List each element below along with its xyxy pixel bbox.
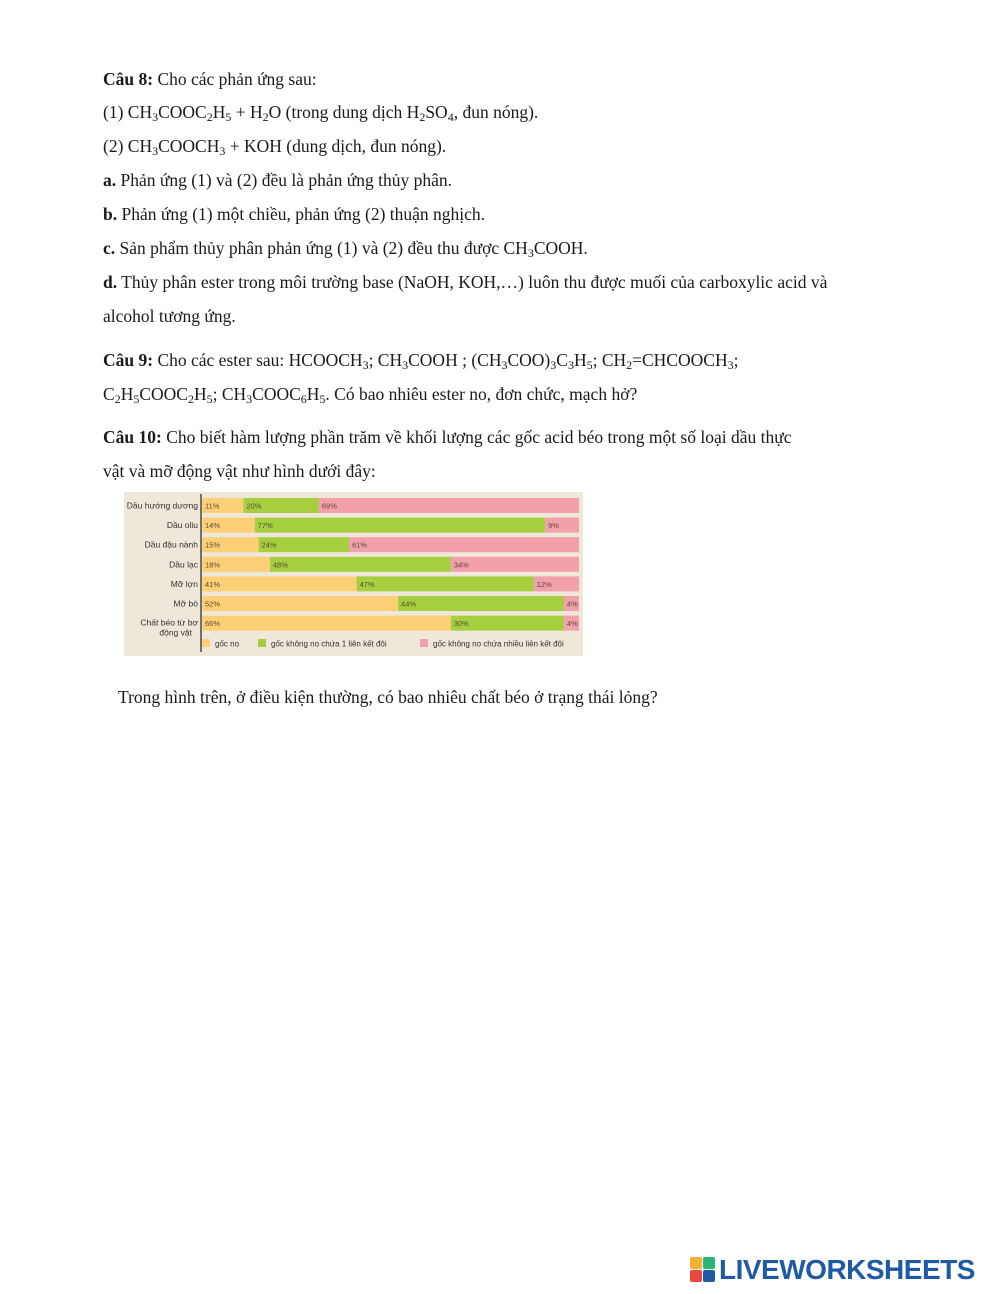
q8-statement-c [103,237,588,259]
logo-square-2 [703,1257,715,1269]
data-label-3-1: 48% [272,560,288,570]
category-label-3: Dầu lạc [169,559,198,570]
legend-label-1: gốc không no chứa 1 liên kết đôi [271,639,387,649]
q9-l2-f: COOC [252,384,301,404]
q9-l1-s6: 5 [586,358,593,372]
q8-b-text: Phản ứng (1) một chiều, phản ứng (2) thuận nghịch. [117,204,486,224]
q9-l1-e: C [556,350,568,370]
bar-3-2 [451,557,579,572]
r1-a: (1) CH [103,102,153,122]
r1-s5: 2 [419,110,426,124]
q9-l1-c: COOH ; (CH [408,350,502,370]
q9-l2-s5: 3 [246,392,253,406]
q8-d-label: d. [103,272,118,292]
q8-a-label: a. [103,170,117,190]
category-label-4: Mỡ lợn [170,578,198,589]
bar-5-0 [202,596,398,611]
data-label-1-0: 14% [205,521,221,531]
q9-l2-g: H [306,384,320,404]
liveworksheets-logo [690,1254,975,1286]
q9-l1-s7: 2 [626,358,633,372]
q10-question: Trong hình trên, ở điều kiện thường, có bao nhiêu chất béo ở trạng thái lỏng? [118,687,658,707]
q8-a-text: Phản ứng (1) và (2) đều là phản ứng thủy phân. [116,170,452,190]
q8-statement-b [103,203,485,225]
data-label-5-2: 4% [566,599,578,609]
category-label-0: Dầu hướng dương [126,500,198,511]
bar-6-0 [202,616,451,631]
q9-l1-b: ; CH [368,350,403,370]
category-label-2: Dầu đậu nành [144,539,198,550]
r1-s4: 2 [262,110,269,124]
chart-svg [124,492,583,656]
q9-line-1 [103,349,738,371]
q9-l2-b: H [120,384,134,404]
q9-line-2 [103,383,637,405]
q8-d-text: Thủy phân ester trong môi trường base (NaOH, KOH,…) luôn thu được muối của carboxylic acid và [117,272,828,292]
data-label-4-2: 12% [536,579,552,589]
q9-l2-s1: 2 [114,392,121,406]
q8-statement-a [103,169,452,191]
q8-c-label: c. [103,238,116,258]
r1-c: H [212,102,226,122]
data-label-0-1: 20% [246,501,262,511]
data-label-6-2: 4% [566,619,578,629]
q9-l2-s6: 6 [300,392,307,406]
data-label-2-1: 24% [261,540,277,550]
q8-c-sub: 3 [527,246,534,260]
q9-l2-s2: 5 [133,392,140,406]
bar-4-0 [202,576,357,591]
r1-e: O (trong dung dịch H [268,102,420,122]
data-label-0-2: 69% [321,501,337,511]
r2-s2: 3 [219,144,226,158]
q8-reaction-1 [103,101,538,123]
data-label-3-2: 34% [453,560,469,570]
q9-l2-e: ; CH [212,384,247,404]
legend-swatch-2 [420,639,428,647]
legend-label-2: gốc không no chứa nhiều liên kết đôi [433,639,564,649]
logo-square-4 [703,1270,715,1282]
legend-swatch-1 [258,639,266,647]
r2-s1: 3 [152,144,159,158]
data-label-4-0: 41% [205,579,221,589]
bar-2-2 [349,537,579,552]
r1-b: COOC [158,102,207,122]
q8-title [103,68,317,90]
r1-s2: 2 [206,110,213,124]
logo-mark-icon [690,1257,716,1283]
r2-b: COOCH [158,136,220,156]
data-label-5-1: 44% [401,599,417,609]
q8-reaction-2 [103,135,446,157]
q9-l2-a: C [103,384,115,404]
q8-label: Câu 8: [103,69,154,89]
data-label-6-1: 30% [453,619,469,629]
data-label-0-0: 11% [205,501,220,511]
bar-3-1 [270,557,451,572]
logo-square-1 [690,1257,702,1269]
logo-text: LIVEWORKSHEETS [719,1254,975,1285]
data-label-1-1: 77% [257,521,273,531]
q10-line-2: vật và mỡ động vật như hình dưới đây: [103,461,376,481]
q9-l1-s1: 3 [362,358,369,372]
q9-l2-h: . Có bao nhiêu ester no, đơn chức, mạch hở? [325,384,638,404]
q9-l2-c: COOC [139,384,188,404]
q9-l2-s7: 5 [319,392,326,406]
r1-s3: 5 [225,110,232,124]
data-label-2-0: 15% [205,540,221,550]
r1-s1: 3 [152,110,159,124]
r2-c: + KOH (dung dịch, đun nóng). [225,136,447,156]
bar-4-1 [357,576,534,591]
q9-l1-s2: 3 [402,358,409,372]
logo-square-3 [690,1270,702,1282]
q9-l1-s5: 3 [567,358,574,372]
category-label-6-b: động vật [159,627,192,638]
q9-label: Câu 9: [103,350,154,370]
category-label-6: Chất béo từ bơ [140,617,198,628]
q8-c-text-a: Sản phẩm thủy phân phản ứng (1) và (2) đều thu được CH [115,238,528,258]
r2-a: (2) CH [103,136,153,156]
q8-c-text-b: COOH. [533,238,588,258]
r1-f: SO [425,102,448,122]
fatty-acid-chart [124,492,583,656]
q9-l1-d: COO) [507,350,551,370]
bar-5-1 [398,596,564,611]
category-label-5: Mỡ bò [173,598,198,609]
q9-l1-i: ; [733,350,739,370]
data-label-2-2: 61% [352,540,368,550]
q9-l1-s3: 3 [501,358,508,372]
data-label-4-1: 47% [359,579,375,589]
q10-l1: Cho biết hàm lượng phần trăm về khối lượng các gốc acid béo trong một số loại dầu thực [161,427,792,447]
q9-l1-s8: 3 [727,358,734,372]
q8-intro: Cho các phản ứng sau: [153,69,317,89]
q9-l1-s4: 3 [550,358,557,372]
q9-l1-a: Cho các ester sau: HCOOCH [153,350,363,370]
q8-statement-d [103,271,827,293]
bar-1-1 [255,518,545,533]
legend-swatch-0 [202,639,210,647]
bar-0-2 [319,498,579,513]
category-label-1: Dầu oliu [166,520,198,531]
data-label-5-0: 52% [205,599,221,609]
data-label-3-0: 18% [205,560,221,570]
q9-l2-s4: 5 [206,392,213,406]
data-label-1-2: 9% [548,521,559,531]
q10-label: Câu 10: [103,427,162,447]
q9-l1-h: =CHCOOCH [632,350,728,370]
legend-label-0: gốc no [215,639,240,649]
q8-statement-d-cont: alcohol tương ứng. [103,306,236,326]
q8-b-label: b. [103,204,118,224]
r1-d: + H [231,102,263,122]
q10-line-1 [103,426,792,448]
q9-l1-g: ; CH [592,350,627,370]
r1-s6: 4 [447,110,454,124]
q9-l2-d: H [193,384,207,404]
q9-l2-s3: 2 [187,392,194,406]
q9-l1-f: H [573,350,587,370]
r1-g: , đun nóng). [453,102,539,122]
data-label-6-0: 66% [205,619,221,629]
